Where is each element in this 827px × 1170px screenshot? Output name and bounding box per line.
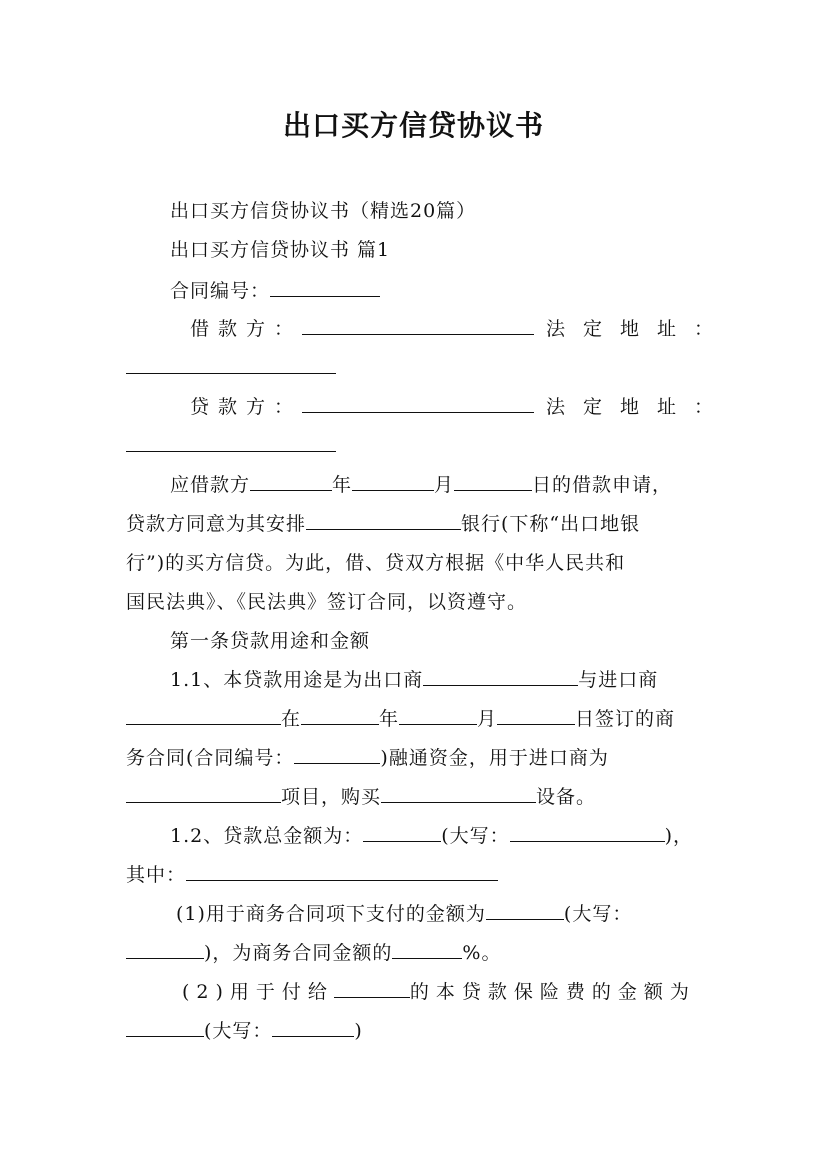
text: 项目，购买 [281,786,382,808]
paragraph-line [126,511,640,537]
paragraph-line [126,589,527,615]
sub-clause-line [126,940,501,966]
text: )， [664,825,694,847]
text: 年 [332,474,353,496]
sub-clause-line [182,979,696,1005]
blank [334,979,410,998]
clause-line [126,706,675,732]
text: ) [354,1020,363,1042]
text: 在 [281,708,302,730]
text: 1.1、本贷款用途是为出口商 [170,669,424,691]
borrower-address-label: 法定地址： [546,318,732,340]
borrower-label: 借款方： [190,318,303,340]
text: 1.2、贷款总金额为： [170,825,364,847]
text: 贷款方同意为其安排 [126,513,307,535]
text: (大写： [204,1020,273,1042]
contract-number-line [170,278,380,304]
borrower-line [190,316,731,342]
blank [497,706,575,725]
subtitle-text: 出口买方信贷协议书（精选20篇） [170,200,477,222]
lender-address-line [126,433,336,459]
article-heading [170,628,370,654]
blank [454,472,532,491]
blank [363,823,441,842]
text: (1)用于商务合同项下支付的金额为 [176,903,486,925]
clause-line [126,784,596,810]
text: 日签订的商 [575,708,676,730]
text: %。 [462,942,502,964]
text: 国民法典》、《民法典》签订合同，以资遵守。 [126,591,528,613]
blank [250,472,332,491]
blank [301,706,379,725]
text: 其中： [126,864,187,886]
blank [399,706,477,725]
blank [126,706,281,725]
blank [272,1018,354,1037]
text: 月 [434,474,455,496]
text: 银行(下称“出口地银 [461,513,641,535]
paragraph-line [170,472,672,498]
clause-line [126,745,609,771]
blank [381,784,536,803]
blank [423,667,578,686]
text: 月 [477,708,498,730]
paragraph-line [126,550,625,576]
lender-address-blank [126,433,336,452]
section-heading [170,237,390,263]
document-title: 出口买方信贷协议书 [282,109,544,142]
text: (2)用于付给 [182,981,334,1003]
text: 与进口商 [578,669,659,691]
blank [186,862,498,881]
article-heading-text: 第一条贷款用途和金额 [170,630,371,652]
contract-number-blank [270,278,380,297]
lender-line [190,394,731,420]
borrower-address-blank [126,355,336,374]
text: )，为商务合同金额的 [204,942,393,964]
clause-line [170,823,693,849]
blank [126,940,204,959]
blank [126,784,281,803]
text: (大写： [563,903,633,925]
blank [126,1018,204,1037]
subtitle-line [170,198,476,224]
text: 日的借款申请， [532,474,673,496]
lender-address-label: 法定地址： [546,396,732,418]
blank [306,511,461,530]
sub-clause-line [176,901,632,927]
text: 设备。 [536,786,597,808]
sub-clause-line [126,1018,363,1044]
text: 年 [379,708,400,730]
lender-blank [302,394,534,413]
borrower-blank [302,316,534,335]
text: )融通资金，用于进口商为 [380,747,609,769]
text: (大写： [441,825,510,847]
lender-label: 贷款方： [190,396,303,418]
blank [294,745,380,764]
blank [486,901,564,920]
text: 行”)的买方信贷。为此，借、贷双方根据《中华人民共和 [126,552,626,574]
blank [352,472,434,491]
clause-line [126,862,498,888]
section-heading-text: 出口买方信贷协议书 篇1 [170,239,391,261]
blank [392,940,462,959]
text: 的本贷款保险费的金额为 [409,981,696,1003]
borrower-address-line [126,355,336,381]
contract-number-label: 合同编号： [170,280,271,302]
text: 务合同(合同编号： [126,747,295,769]
text: 应借款方 [170,474,251,496]
clause-line [170,667,658,693]
blank [510,823,665,842]
